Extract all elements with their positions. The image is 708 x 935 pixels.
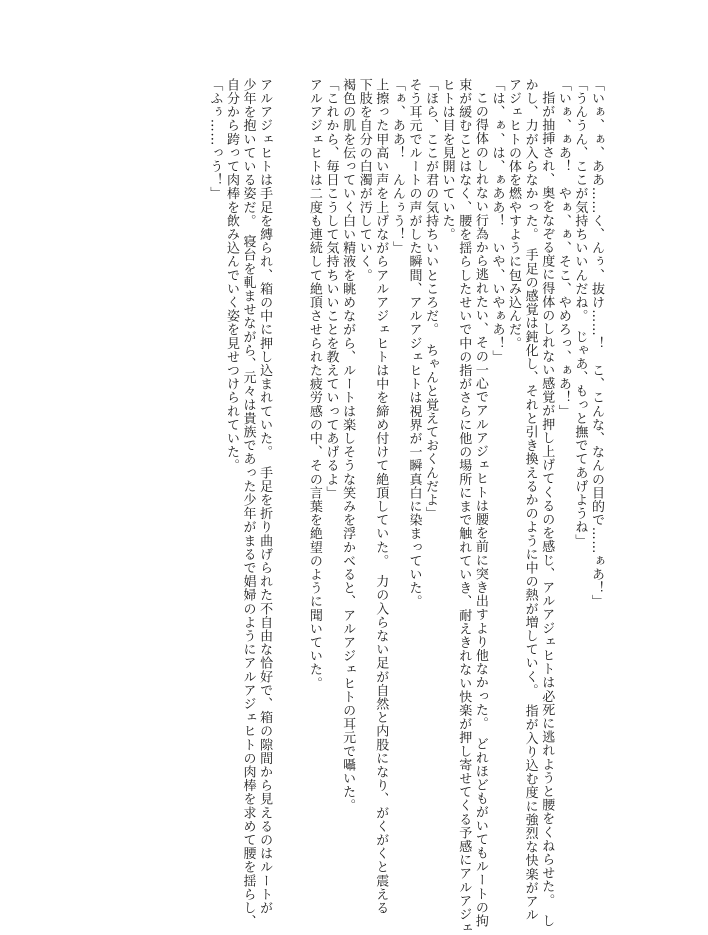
text-line: 褐色の肌を伝っていく白い精液を眺めながら、ルートは楽しそうな笑みを浮かべると、アルアジェヒトの耳元で囁いた。 (340, 78, 356, 813)
text-line: 「うんうん、ここが気持ちいいんだね。 じゃあ、もっと撫でてあげようね」 (572, 78, 588, 548)
text-line: 「ふぅ……っう！」 (207, 78, 223, 201)
text-line: 指が抽挿され、奥をなぞる度に得体のしれない感覚が押し上げてくるのを感じ、アルアジェヒトは必死に逃れようと腰をくねらせた。 し (539, 91, 555, 928)
text-line: 「これから、毎日こうして気持ちいいことを教えていってあげるよ」 (323, 78, 339, 500)
text-line: アルアジェヒトは手足を縛られ、箱の中に押し込まれていた。 手足を折り曲げられた不自由な恰好で、箱の隙間から見えるのはルートが (257, 78, 273, 915)
text-line: 上擦った甲高い声を上げながらアルアジェヒトは中を締め付けて絶頂していた。 力の入らない足が自然と内股になり、がくがくと震える (373, 78, 389, 915)
text-line: 束が緩むことはなく、腰を揺らしたせいで中の指がさらに他の場所にまで触れていき、耐えきれない快楽が押し寄せてくる予感にアルアジェ (456, 78, 472, 935)
text-line: 「ぁ、ああ！ んんぅう！」 (389, 78, 405, 255)
text-line: かし、力が入らなかった。 手足の感覚は鈍化し、それと引き換えるかのように中の熱が増していく。 指が入り込む度に強烈な快楽がアル (522, 78, 538, 922)
text-line: 自分から跨って肉棒を飲み込んでいく姿を見せつけられていた。 (223, 78, 239, 473)
vertical-text-body (206, 78, 604, 935)
text-line: 「いぁ、ぁ、ああ……く、んぅ、抜け……！ こ、こんな、なんの目的で……ぁあ！」 (589, 78, 604, 609)
text-line: ヒトは目を見開いていた。 (439, 78, 455, 242)
blank-line (272, 78, 289, 858)
text-line: そう耳元でルートの声がした瞬間、アルアジェヒトは視界が一瞬真白に染まっていた。 (406, 78, 422, 609)
text-line: 「は、ぁ、は、ぁああ！ いや、いやぁあ！」 (489, 78, 505, 364)
text-line: 「ほら、ここが君の気持ちいいところだ。 ちゃんと覚えておくんだよ」 (423, 78, 439, 521)
text-line: 「いぁ、ぁあ！ やぁ、ぁ、そこ、やめろっ、ぁあ！」 (555, 78, 571, 418)
text-line: 少年を抱いている姿だ。 寝台を軋ませながら、元々は貴族であった少年がまるで娼婦のようにアルアジェヒトの肉棒を求めて腰を揺らし、 (240, 78, 256, 929)
blank-line (289, 78, 306, 858)
text-line: アジェヒトの体を燃やすように包み込んだ。 (506, 78, 522, 350)
text-line: 下肢を自分の白濁が汚していく。 (356, 78, 372, 282)
text-line: アルアジェヒトは二度も連続して絶頂させられた疲労感の中、その言葉を絶望のように聞いていた。 (306, 78, 322, 690)
text-line: この得体のしれない行為から逃れたい、その一心でアルアジェヒトは腰を前に突き出すより他なかった。 どれほどもがいてもルートの拘 (472, 91, 488, 928)
